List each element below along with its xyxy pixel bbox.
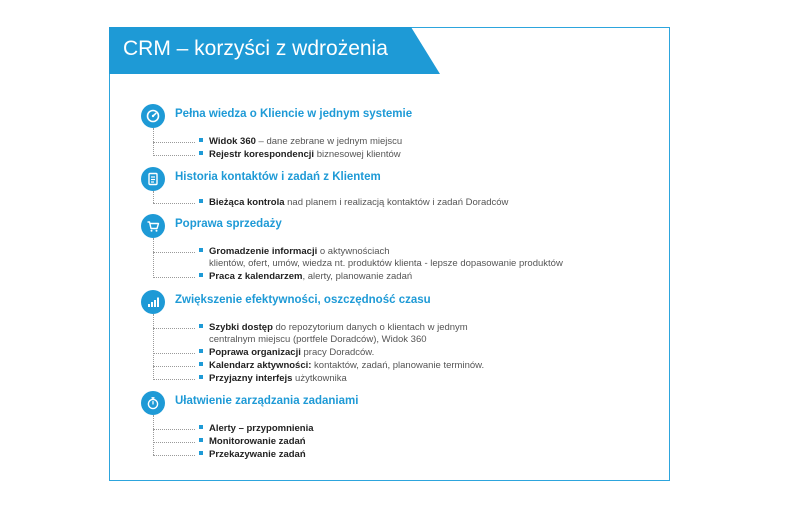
tree-branch (153, 155, 195, 156)
list-item: Bieżąca kontrola nad planem i realizacją kontaktów i zadań Doradców (199, 197, 508, 209)
list-item: Szybki dostęp do repozytorium danych o klientach w jednym (199, 322, 468, 334)
bullet (199, 451, 203, 455)
section-title: Zwiększenie efektywności, oszczędność czasu (175, 294, 431, 306)
document-icon (141, 167, 165, 191)
list-item: Widok 360 – dane zebrane w jednym miejscu (199, 136, 402, 148)
tree-branch (153, 328, 195, 329)
bullet (199, 199, 203, 203)
section-title: Poprawa sprzedaży (175, 218, 282, 230)
tree-branch (153, 203, 195, 204)
tree-branch (153, 455, 195, 456)
list-item: Przekazywanie zadań (199, 449, 306, 461)
tree-line (153, 415, 155, 455)
tree-branch (153, 429, 195, 430)
section-title: Ułatwienie zarządzania zadaniami (175, 395, 359, 407)
tree-branch (153, 277, 195, 278)
bullet (199, 438, 203, 442)
tree-line (153, 238, 155, 278)
tree-branch (153, 366, 195, 367)
list-item-continuation: klientów, ofert, umów, wiedza nt. produktów klienta - lepsze dopasowanie produktów (209, 258, 563, 269)
bullet (199, 425, 203, 429)
tree-branch (153, 142, 195, 143)
bullet (199, 375, 203, 379)
bullet (199, 138, 203, 142)
tree-line (153, 314, 155, 380)
section-title: Historia kontaktów i zadań z Klientem (175, 171, 381, 183)
gauge-icon (141, 104, 165, 128)
list-item: Rejestr korespondencji biznesowej klientów (199, 149, 401, 161)
list-item: Kalendarz aktywności: kontaktów, zadań, planowanie terminów. (199, 360, 484, 372)
section-title: Pełna wiedza o Kliencie w jednym systemie (175, 108, 413, 120)
bullet (199, 362, 203, 366)
tree-branch (153, 252, 195, 253)
bullet (199, 248, 203, 252)
list-item-continuation: centralnym miejscu (portfele Doradców), Widok 360 (209, 334, 427, 345)
list-item: Przyjazny interfejs użytkownika (199, 373, 347, 385)
bullet (199, 273, 203, 277)
title-banner (109, 27, 440, 74)
tree-branch (153, 353, 195, 354)
bullet (199, 349, 203, 353)
list-item: Poprawa organizacji pracy Doradców. (199, 347, 374, 359)
bullet (199, 151, 203, 155)
bullet (199, 324, 203, 328)
list-item: Alerty – przypomnienia (199, 423, 314, 435)
tree-branch (153, 379, 195, 380)
tree-branch (153, 442, 195, 443)
list-item: Monitorowanie zadań (199, 436, 306, 448)
cart-icon (141, 214, 165, 238)
list-item: Gromadzenie informacji o aktywnościach (199, 246, 390, 258)
stopwatch-icon (141, 391, 165, 415)
bar-chart-icon (141, 290, 165, 314)
list-item: Praca z kalendarzem, alerty, planowanie zadań (199, 271, 412, 283)
tree-line (153, 191, 155, 203)
page-title: CRM – korzyści z wdrożenia (123, 37, 388, 60)
